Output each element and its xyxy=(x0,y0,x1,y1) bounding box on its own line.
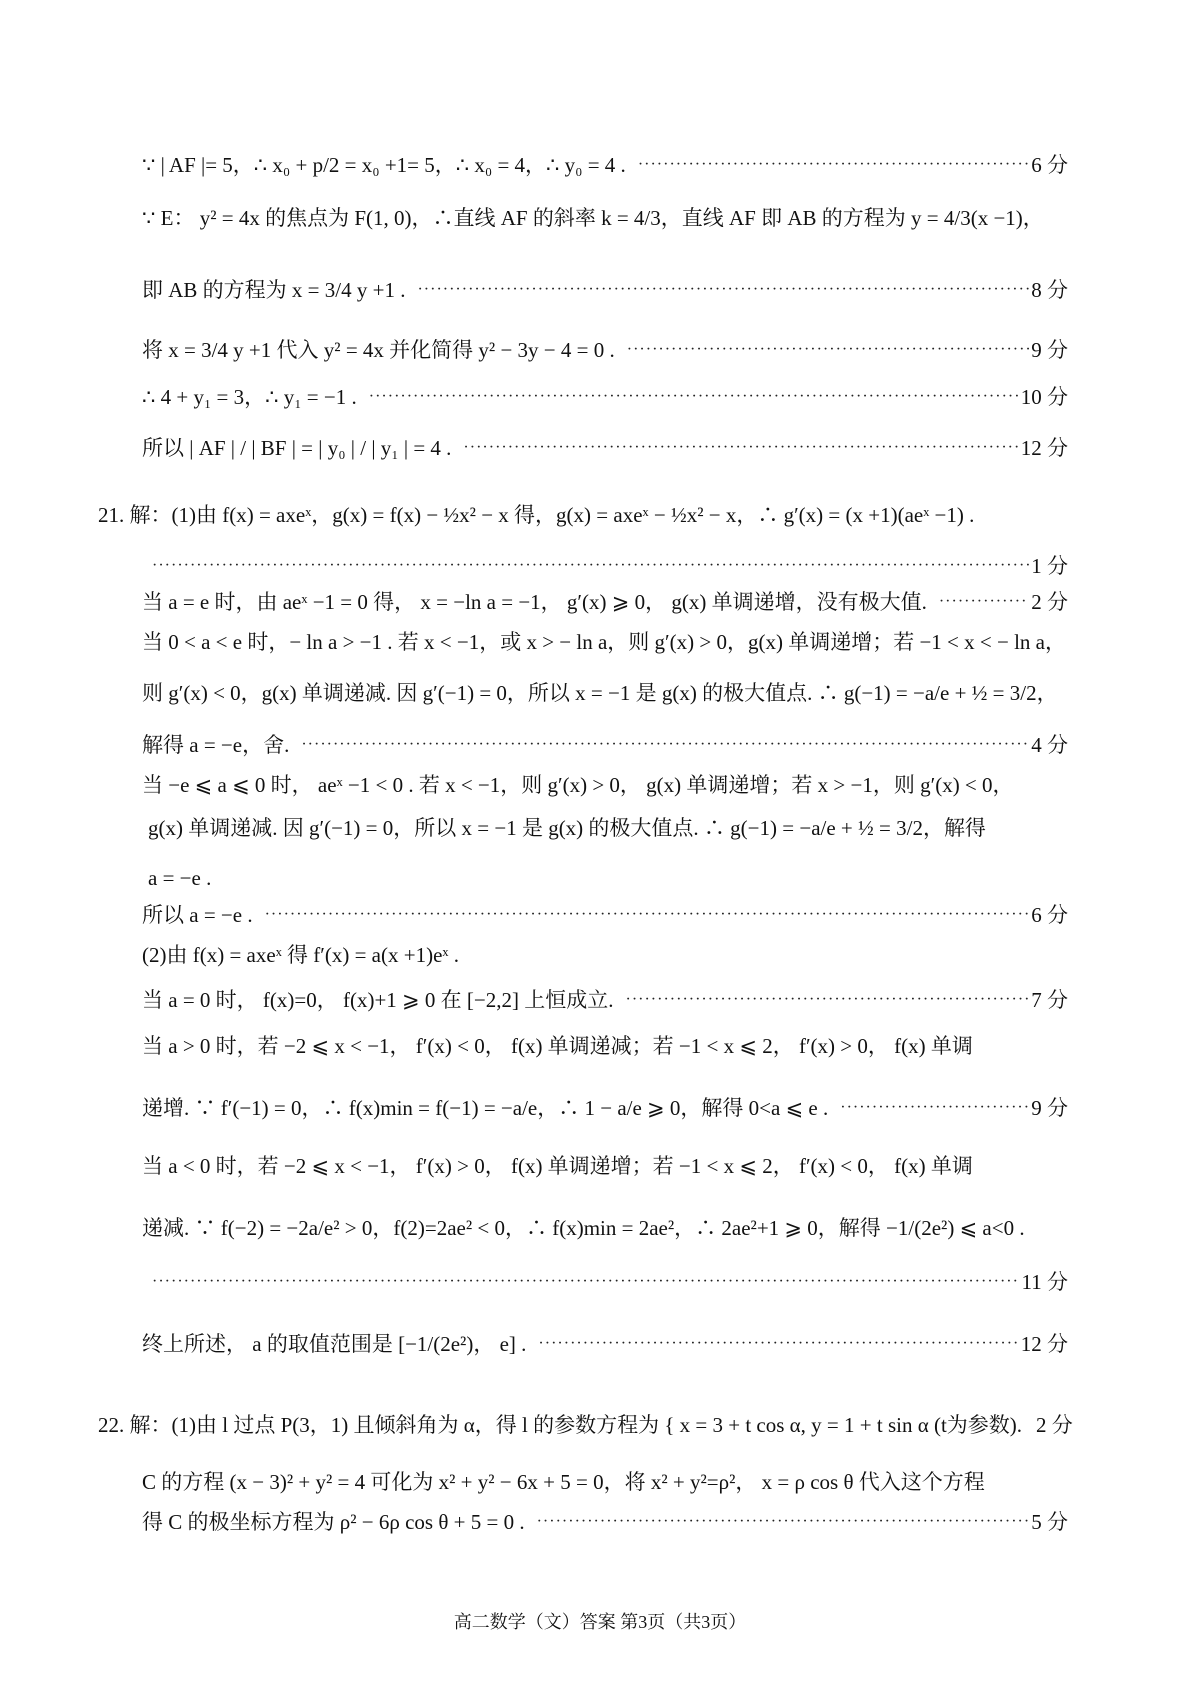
score-line-11 xyxy=(152,1269,1068,1295)
line-a-value xyxy=(148,865,211,891)
score-label: 12 分 xyxy=(1020,436,1068,460)
line-focus-slope xyxy=(142,205,1044,231)
q21-heading-line xyxy=(98,502,974,528)
score-label: 6 分 xyxy=(1031,153,1068,177)
leader-dots xyxy=(939,589,1029,615)
score-label: 4 分 xyxy=(1031,733,1068,757)
leader-dots xyxy=(463,435,1018,461)
line-text: 则 g′(x) < 0，g(x) 单调递减. 因 g′(−1) = 0，所以 x = −1 是 g(x) 的极大值点. ∴ g(−1) = −a/e + ½ = 3/2， xyxy=(142,681,1058,705)
score-label: 2 分 xyxy=(1036,1413,1073,1437)
line-text: 递减. ∵ f(−2) = −2a/e² > 0，f(2)=2ae² < 0，∴ f(x)min = 2ae²，∴ 2ae²+1 ⩾ 0，解得 −1/(2e²) ⩽ a<0 . xyxy=(142,1216,1025,1240)
leader-dots xyxy=(537,1509,1030,1535)
line-text: 得 C 的极坐标方程为 ρ² − 6ρ cos θ + 5 = 0 . xyxy=(142,1510,525,1534)
q22-heading-line xyxy=(98,1412,1073,1438)
line-circle-equation xyxy=(142,1469,985,1495)
score-label: 9 分 xyxy=(1031,338,1068,362)
line-case-a-eq-e xyxy=(142,589,1068,615)
line-text: 21. 解：(1)由 f(x) = axeˣ，g(x) = f(x) − ½x² − x 得，g(x) = axeˣ − ½x² − x，∴ g′(x) = (x +1)(aeˣ −1) . xyxy=(98,503,975,527)
line-text: C 的方程 (x − 3)² + y² = 4 可化为 x² + y² − 6x + 5 = 0，将 x² + y²=ρ²， x = ρ cos θ 代入这个方程 xyxy=(142,1470,985,1494)
score-label: 6 分 xyxy=(1031,903,1068,927)
line-text: 即 AB 的方程为 x = 3/4 y +1 . xyxy=(142,278,406,302)
line-a-positive xyxy=(142,1033,973,1059)
line-text: ∵ E： y² = 4x 的焦点为 F(1, 0)，∴直线 AF 的斜率 k = 4/3，直线 AF 即 AB 的方程为 y = 4/3(x −1)， xyxy=(142,206,1044,230)
line-a-zero xyxy=(142,987,1068,1013)
line-text: 将 x = 3/4 y +1 代入 y² = 4x 并化简得 y² − 3y − 4 = 0 . xyxy=(142,338,615,362)
score-label: 8 分 xyxy=(1031,278,1068,302)
line-case-neg-e xyxy=(142,772,1014,798)
line-text: 当 0 < a < e 时，− ln a > −1 . 若 x < −1，或 x > − ln a，则 g′(x) > 0，g(x) 单调递增；若 −1 < x < − ln a， xyxy=(142,630,1066,654)
leader-dots xyxy=(301,732,1029,758)
line-text: (2)由 f(x) = axeˣ 得 f′(x) = a(x +1)eˣ . xyxy=(142,943,459,967)
line-text: 22. 解：(1)由 l 过点 P(3，1) 且倾斜角为 α，得 l 的参数方程为 { x = 3 + t cos α, y = 1 + t sin α (t为参数). xyxy=(98,1413,1023,1437)
line-final-range xyxy=(142,1331,1068,1357)
line-text: 所以 | AF | / | BF | = | y₀ | / | y₁ | = 4 . xyxy=(142,436,452,460)
line-af-length xyxy=(142,152,1068,178)
line-ab-equation xyxy=(142,277,1068,303)
line-conclusion-1 xyxy=(142,902,1068,928)
line-text: ∵ | AF |= 5，∴ x₀ + p/2 = x₀ +1= 5，∴ x₀ = 4，∴ y₀ = 4 . xyxy=(142,153,626,177)
score-label: 9 分 xyxy=(1031,1096,1068,1120)
line-text: 当 a > 0 时，若 −2 ⩽ x < −1， f′(x) < 0， f(x) 单调递减；若 −1 < x ⩽ 2， f′(x) > 0， f(x) 单调 xyxy=(142,1034,973,1058)
line-substitute xyxy=(142,337,1068,363)
line-text: 终上所述， a 的取值范围是 [−1/(2e²)， e] . xyxy=(142,1332,527,1356)
leader-dots xyxy=(638,152,1029,178)
score-label: 2 分 xyxy=(1031,590,1068,614)
leader-dots xyxy=(152,1269,1020,1295)
line-text: 当 −e ⩽ a ⩽ 0 时， aeˣ −1 < 0 . 若 x < −1，则 g′(x) > 0， g(x) 单调递增；若 x > −1，则 g′(x) < 0， xyxy=(142,773,1014,797)
leader-dots xyxy=(417,277,1029,303)
line-ratio xyxy=(142,435,1068,461)
line-text: 递增. ∵ f′(−1) = 0，∴ f(x)min = f(−1) = −a/e，∴ 1 − a/e ⩾ 0，解得 0<a ⩽ e . xyxy=(142,1096,829,1120)
line-text: a = −e . xyxy=(148,866,212,890)
score-label: 5 分 xyxy=(1031,1510,1068,1534)
leader-dots xyxy=(538,1331,1018,1357)
score-label: 12 分 xyxy=(1020,1332,1068,1356)
score-label: 7 分 xyxy=(1031,988,1068,1012)
line-a-negative xyxy=(142,1153,973,1179)
leader-dots xyxy=(369,384,1019,410)
line-y1 xyxy=(142,384,1068,410)
line-decreasing-2 xyxy=(148,815,986,841)
score-label: 10 分 xyxy=(1020,385,1068,409)
line-text: 当 a < 0 时，若 −2 ⩽ x < −1， f′(x) > 0， f(x) 单调递增；若 −1 < x ⩽ 2， f′(x) < 0， f(x) 单调 xyxy=(142,1154,973,1178)
leader-dots xyxy=(152,553,1029,579)
line-text: ∴ 4 + y₁ = 3，∴ y₁ = −1 . xyxy=(142,385,357,409)
leader-dots xyxy=(840,1095,1029,1121)
line-text: 解得 a = −e，舍. xyxy=(142,733,290,757)
line-reject xyxy=(142,732,1068,758)
line-text: 当 a = 0 时， f(x)=0， f(x)+1 ⩾ 0 在 [−2,2] 上恒成立. xyxy=(142,988,614,1012)
line-text: 当 a = e 时，由 aeˣ −1 = 0 得， x = −ln a = −1， g′(x) ⩾ 0， g(x) 单调递增，没有极大值. xyxy=(142,590,927,614)
score-line-1 xyxy=(152,553,1068,579)
score-label: 1 分 xyxy=(1031,554,1068,578)
line-decreasing-1 xyxy=(142,680,1058,706)
line-decreasing-min xyxy=(142,1215,1025,1241)
line-increasing-min xyxy=(142,1095,1068,1121)
line-text: g(x) 单调递减. 因 g′(−1) = 0，所以 x = −1 是 g(x) 的极大值点. ∴ g(−1) = −a/e + ½ = 3/2，解得 xyxy=(148,816,986,840)
leader-dots xyxy=(627,337,1030,363)
line-part2-derivative xyxy=(142,942,459,968)
line-case-0-a-e xyxy=(142,629,1066,655)
leader-dots xyxy=(265,902,1030,928)
page-footer: 高二数学（文）答案 第3页（共3页） xyxy=(453,1612,747,1632)
line-polar-equation xyxy=(142,1509,1068,1535)
leader-dots xyxy=(625,987,1029,1013)
line-text: 所以 a = −e . xyxy=(142,903,253,927)
score-label: 11 分 xyxy=(1021,1270,1068,1294)
